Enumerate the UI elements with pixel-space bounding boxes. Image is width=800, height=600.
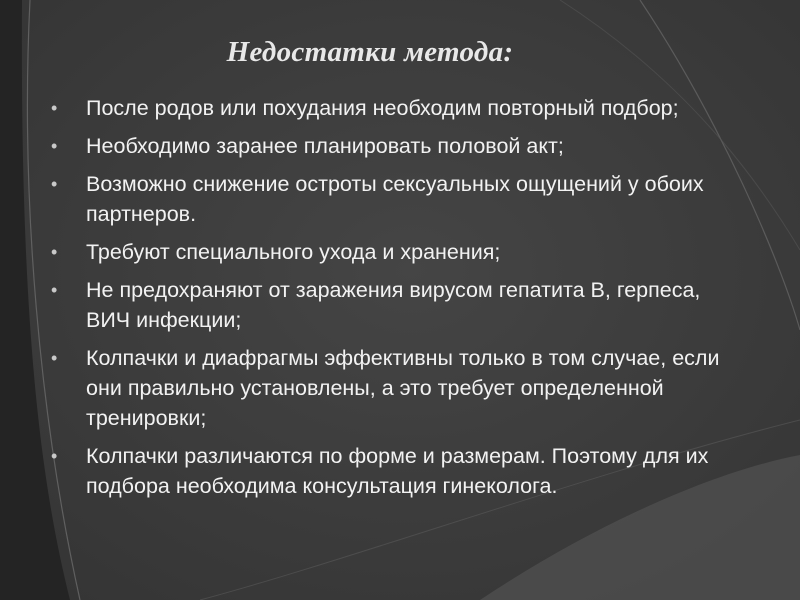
bullet-text: Колпачки и диафрагмы эффективны только в том случае, если они правильно установлены, а это требует определенной тренировки; xyxy=(86,346,720,430)
list-item xyxy=(50,275,730,335)
bullet-text: Не предохраняют от заражения вирусом гепатита В, герпеса, ВИЧ инфекции; xyxy=(86,278,701,332)
bullet-list xyxy=(50,93,730,509)
bullet-icon: • xyxy=(51,446,58,466)
bullet-text: Требуют специального ухода и хранения; xyxy=(86,240,501,264)
bullet-icon: • xyxy=(51,280,58,300)
bullet-icon: • xyxy=(51,174,58,194)
list-item xyxy=(50,93,730,123)
bullet-icon: • xyxy=(51,242,58,262)
list-item xyxy=(50,131,730,161)
list-item xyxy=(50,169,730,229)
bullet-text: Необходимо заранее планировать половой акт; xyxy=(86,134,564,158)
bullet-text: Колпачки различаются по форме и размерам. Поэтому для их подбора необходима консультация гинеколога. xyxy=(86,444,709,498)
list-item xyxy=(50,343,730,433)
bullet-text: После родов или похудания необходим повторный подбор; xyxy=(86,96,679,120)
list-item xyxy=(50,237,730,267)
bullet-icon: • xyxy=(51,98,58,118)
bullet-text: Возможно снижение остроты сексуальных ощущений у обоих партнеров. xyxy=(86,172,704,226)
bullet-icon: • xyxy=(51,136,58,156)
bullet-icon: • xyxy=(51,348,58,368)
slide-title: Недостатки метода: xyxy=(226,36,514,68)
list-item xyxy=(50,441,730,501)
